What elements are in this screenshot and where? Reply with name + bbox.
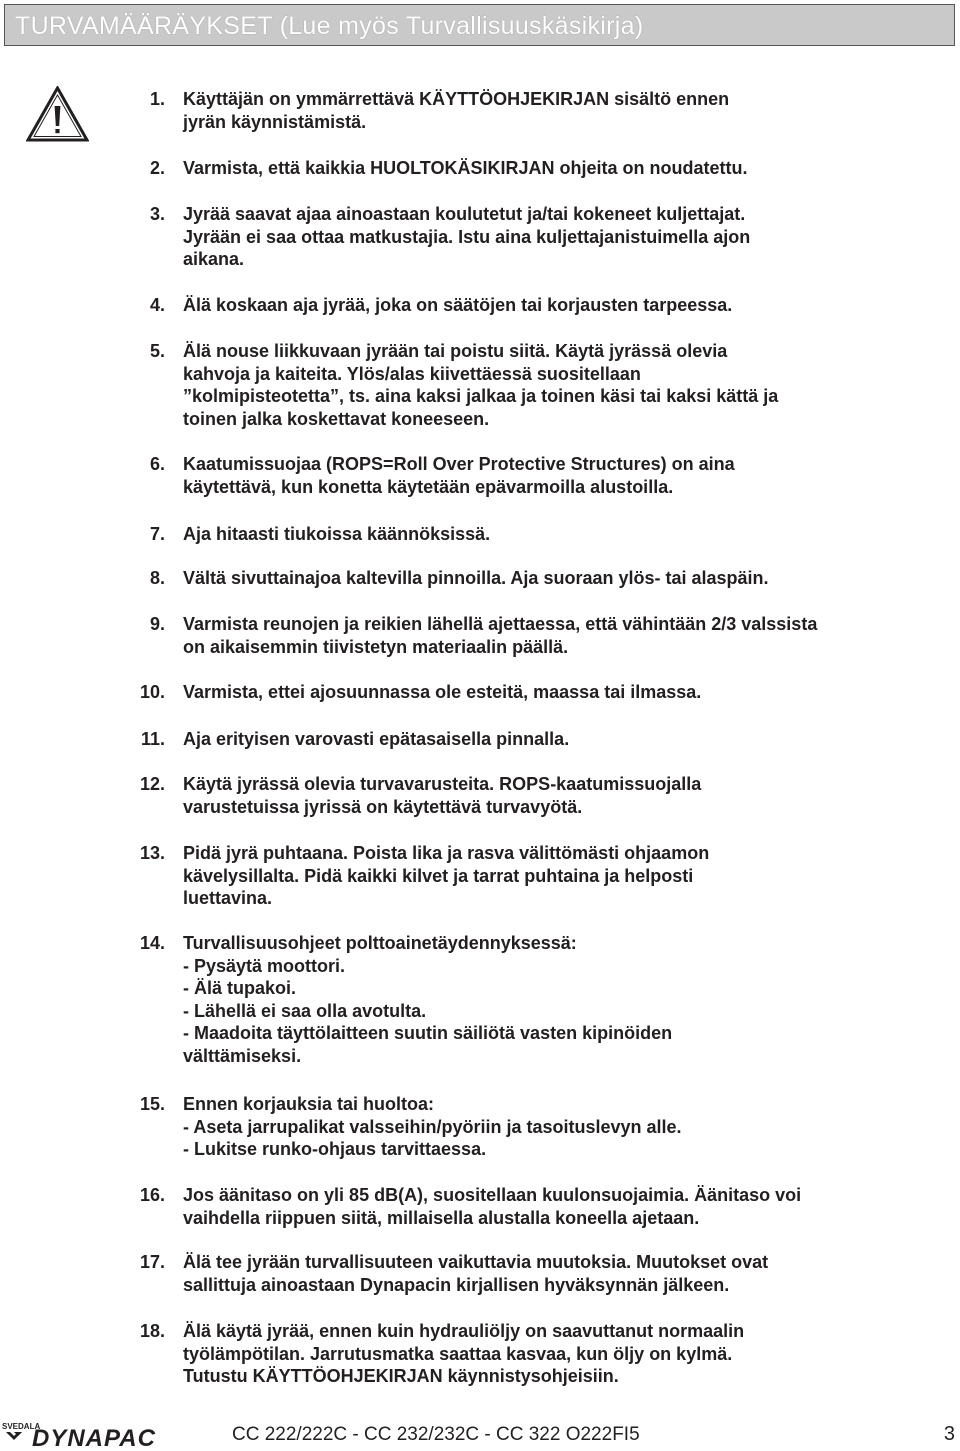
rule-number: 2. (149, 158, 165, 178)
rule-text: Varmista, ettei ajosuunnassa ole esteitä, maassa tai ilmassa. (183, 682, 702, 702)
dynapac-logo (4, 1422, 214, 1449)
header-bar (4, 4, 955, 46)
rule-text: Jos äänitaso on yli 85 dB(A), suositellaan kuulonsuojaimia. Äänitaso voi vaihdella riippuen siitä, millaisella alustalla koneella ajetaan. (183, 1185, 802, 1228)
rule-text: Kaatumissuojaa (ROPS=Roll Over Protective Structures) on aina käytettävä, kun konetta käytetään epävarmoilla alustoilla. (183, 454, 735, 497)
rule-text: Turvallisuusohjeet polttoainetäydennyksessä: - Pysäytä moottori. - Älä tupakoi. - Lähellä ei saa olla avotulta. - Maadoita täyttölaitteen suutin säiliötä vasten kipinöiden välttämiseksi. (183, 933, 673, 1066)
model-reference: CC 222/222C - CC 232/232C - CC 322 O222FI5 (232, 1424, 640, 1445)
warning-triangle-icon (26, 86, 89, 142)
rule-text: Älä nouse liikkuvaan jyrään tai poistu siitä. Käytä jyrässä olevia kahvoja ja kaiteita. Ylös/alas kiivettäessä suositellaan ”kolmipisteotetta”, ts. aina kaksi jalkaa ja toinen käsi tai kaksi kättä ja toinen jalka koskettavat koneeseen. (183, 341, 779, 429)
rule-number: 9. (149, 614, 165, 634)
rule-number: 3. (149, 204, 165, 224)
rule-number: 6. (149, 454, 165, 474)
rule-text: Käytä jyrässä olevia turvavarusteita. ROPS-kaatumissuojalla varustetuissa jyrissä on käytettävä turvavyötä. (183, 774, 702, 817)
page-number: 3 (943, 1423, 955, 1445)
rule-number: 1. (149, 89, 165, 109)
rule-text: Varmista, että kaikkia HUOLTOKÄSIKIRJAN ohjeita on noudatettu. (183, 158, 748, 178)
rule-number: 17. (139, 1252, 165, 1272)
rule-number: 13. (139, 843, 165, 863)
rule-number: 10. (139, 682, 165, 702)
page-title: TURVAMÄÄRÄYKSET (Lue myös Turvallisuuskäsikirja) (15, 12, 644, 40)
rule-number: 14. (139, 933, 165, 953)
dynapac-logo-text: DYNAPAC (32, 1425, 156, 1449)
rule-number: 8. (149, 568, 165, 588)
svedala-logo-text: SVEDALA (2, 1422, 41, 1431)
rule-number: 18. (139, 1321, 165, 1341)
rule-number: 11. (140, 729, 165, 749)
rule-text: Aja hitaasti tiukoissa käännöksissä. (183, 524, 491, 544)
rule-text: Ennen korjauksia tai huoltoa: - Aseta jarrupalikat valsseihin/pyöriin ja tasoituslevyn alle. - Lukitse runko-ohjaus tarvittaessa. (183, 1094, 682, 1159)
rule-text: Aja erityisen varovasti epätasaisella pinnalla. (183, 729, 570, 749)
rule-number: 12. (139, 774, 165, 794)
rule-text: Älä käytä jyrää, ennen kuin hydrauliöljy on saavuttanut normaalin työlämpötilan. Jarrutusmatka saattaa kasvaa, kun öljy on kylmä. Tutustu KÄYTTÖOHJEKIRJAN käynnistysohjeisiin. (183, 1321, 745, 1386)
rule-number: 16. (139, 1185, 165, 1205)
rule-text: Jyrää saavat ajaa ainoastaan koulutetut ja/tai kokeneet kuljettajat. Jyrään ei saa ottaa matkustajia. Istu aina kuljettajanistuimella ajon aikana. (183, 204, 751, 269)
rule-text: Varmista reunojen ja reikien lähellä ajettaessa, että vähintään 2/3 valssista on aikaisemmin tiivistetyn materiaalin päällä. (183, 614, 818, 657)
rule-number: 5. (149, 341, 165, 361)
rule-text: Vältä sivuttainajoa kaltevilla pinnoilla. Aja suoraan ylös- tai alaspäin. (183, 568, 769, 588)
rule-text: Käyttäjän on ymmärrettävä KÄYTTÖOHJEKIRJAN sisältö ennen jyrän käynnistämistä. (183, 89, 730, 132)
rule-number: 7. (149, 524, 165, 544)
rule-number: 15. (139, 1094, 165, 1114)
rule-text: Älä tee jyrään turvallisuuteen vaikuttavia muutoksia. Muutokset ovat sallittuja ainoastaan Dynapacin kirjallisen hyväksynnän jälkeen. (183, 1252, 769, 1295)
rule-number: 4. (149, 295, 165, 315)
rule-text: Älä koskaan aja jyrää, joka on säätöjen tai korjausten tarpeessa. (183, 295, 733, 315)
rule-text: Pidä jyrä puhtaana. Poista lika ja rasva välittömästi ohjaamon kävelysillalta. Pidä kaikki kilvet ja tarrat puhtaina ja helposti luettavina. (183, 843, 710, 908)
